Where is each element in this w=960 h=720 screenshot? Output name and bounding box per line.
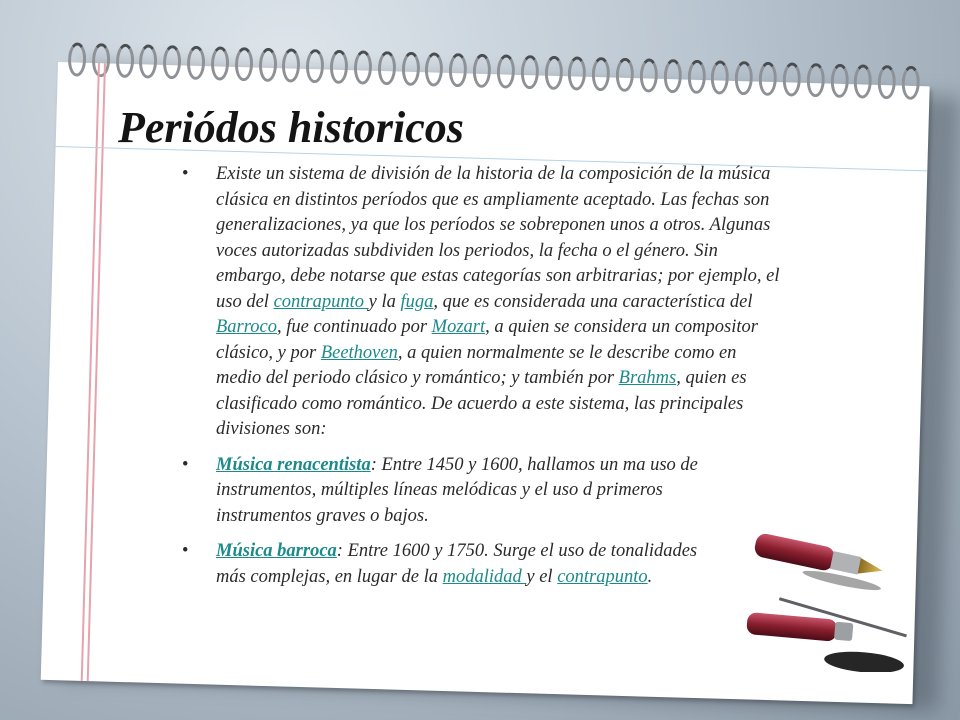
link-brahms[interactable]: Brahms [618, 368, 677, 388]
bullet-renacentista: • Música renacentista: Entre 1450 y 1600, hallamos un ma uso de instrumentos, múltiples líneas melódicas y el uso d primeros instrumentos graves o bajos. [182, 453, 716, 530]
link-contrapunto[interactable]: contrapunto [273, 291, 369, 312]
pen-cap-icon [744, 596, 909, 672]
link-musica-barroca[interactable]: Música barroca [216, 541, 337, 561]
link-musica-renacentista[interactable]: Música renacentista [216, 454, 371, 475]
page-title: Periódos historicos [118, 103, 464, 152]
bullet-list [182, 162, 782, 600]
notebook-page [41, 62, 930, 704]
link-fuga[interactable]: fuga [400, 291, 434, 312]
bullet-barroca: • Música barroca: Entre 1600 y 1750. Surge el uso de tonalidades más complejas, en lugar de la modalidad y el contrapunto. [182, 539, 716, 590]
link-barroco[interactable]: Barroco [216, 317, 277, 337]
link-beethoven[interactable]: Beethoven [320, 342, 398, 363]
bullet-intro: • Existe un sistema de división de la historia de la composición de la música clásica en distintos períodos que es ampliamente aceptado. Las fechas son generalizaciones, ya que los períodos se sobreponen unos a otros. Algunas voces autorizadas subdividen los periodos, la fecha o el género. Sin embargo, debe notarse que estas categorías son arbitrarias; por ejemplo, el uso del contrapunto y la fuga, que es considerada una característica del Barroco, fue continuado por Mozart, a quien se considera un compositor clásico, y por Beethoven, a quien normalmente se le describe como en medio del periodo clásico y romántico; y también por Brahms, quien es clasificado como romántico. De acuerdo a este sistema, las principales divisiones son: [182, 162, 782, 443]
link-mozart[interactable]: Mozart [431, 317, 486, 337]
link-contrapunto-2[interactable]: contrapunto [557, 566, 648, 587]
link-modalidad[interactable]: modalidad [442, 566, 527, 587]
fountain-pen-icon [738, 492, 938, 672]
